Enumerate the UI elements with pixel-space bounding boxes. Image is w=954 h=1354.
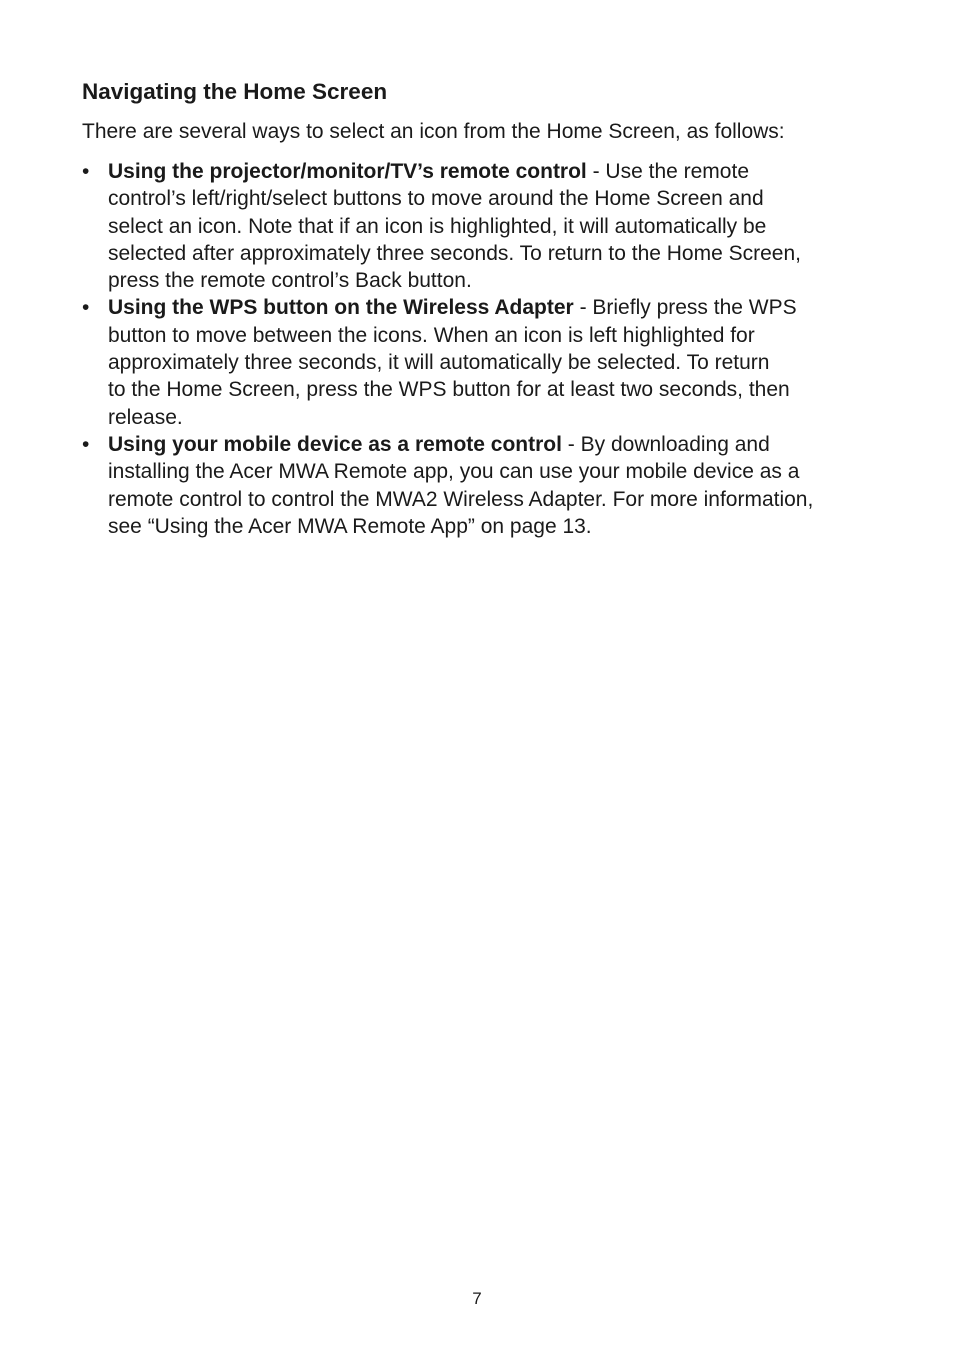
list-item-line: approximately three seconds, it will automatically be selected. To return — [108, 351, 770, 375]
list-item-line: selected after approximately three seconds. To return to the Home Screen, — [108, 241, 801, 265]
list-item-lead: Using the projector/monitor/TV’s remote control — [108, 160, 587, 183]
list-item-first-line-rest: - By downloading and — [561, 432, 770, 456]
bullet-icon: • — [82, 160, 90, 183]
list-item-line: release. — [108, 405, 183, 429]
list-item-line: select an icon. Note that if an icon is highlighted, it will automatically be — [108, 214, 767, 238]
list-item-text — [108, 294, 882, 430]
list-item — [82, 294, 882, 430]
list-item-line: control’s left/right/select buttons to move around the Home Screen and — [108, 187, 764, 211]
list-item-lead: Using your mobile device as a remote control — [108, 432, 562, 456]
list-item-first-line — [108, 294, 882, 321]
list-item-line: remote control to control the MWA2 Wireless Adapter. For more information, — [108, 487, 814, 511]
list-item-first-line-rest: - Briefly press the WPS — [573, 296, 797, 320]
page-number: 7 — [472, 1289, 482, 1308]
list-item-line: button to move between the icons. When an icon is left highlighted for — [108, 323, 755, 347]
list-item-line: installing the Acer MWA Remote app, you can use your mobile device as a — [108, 460, 800, 484]
list-item-text — [108, 158, 882, 294]
list-item-text — [108, 431, 882, 540]
list-item-lead: Using the WPS button on the Wireless Adapter — [108, 296, 574, 320]
list-item-line: press the remote control’s Back button. — [108, 269, 472, 293]
list-item-first-line-rest: - Use the remote — [586, 160, 749, 183]
list-item-first-line — [108, 431, 882, 458]
list-item — [82, 431, 882, 540]
list-item-line: see “Using the Acer MWA Remote App” on page 13. — [108, 514, 592, 538]
bullet-icon: • — [82, 432, 90, 456]
intro-paragraph: There are several ways to select an icon from the Home Screen, as follows: — [82, 120, 785, 143]
bullet-icon: • — [82, 296, 90, 320]
bullet-list — [82, 158, 882, 540]
list-item-first-line — [108, 158, 882, 185]
section-heading: Navigating the Home Screen — [82, 79, 388, 104]
list-item — [82, 158, 882, 294]
list-item-line: to the Home Screen, press the WPS button for at least two seconds, then — [108, 378, 790, 402]
